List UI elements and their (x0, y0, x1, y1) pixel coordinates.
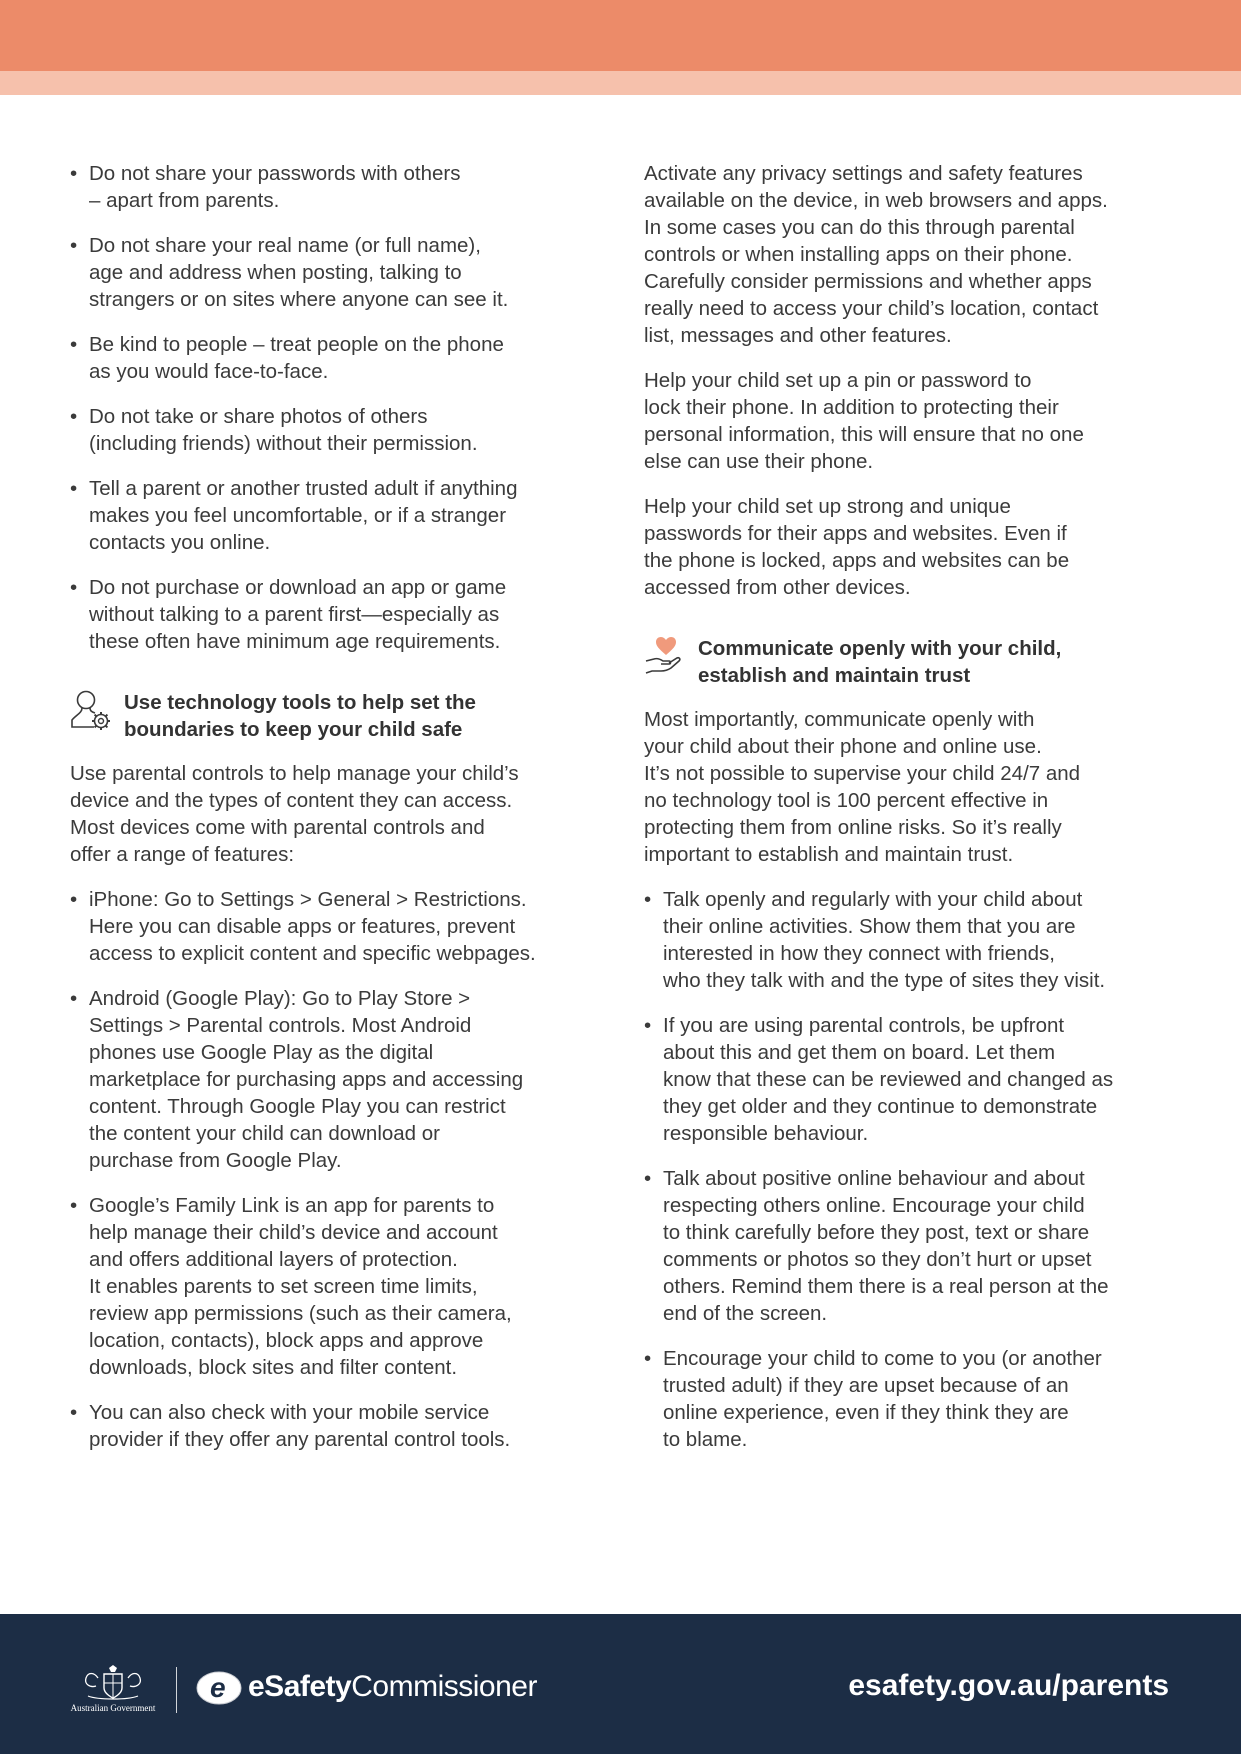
right-column (644, 160, 1174, 1471)
header-band (0, 0, 1241, 71)
header-sub-band (0, 71, 1241, 95)
svg-text:e: e (210, 1672, 226, 1703)
lock-phone-paragraph: Help your child set up a pin or password to lock their phone. In addition to protecting their personal information, this will ensure that no one else can use their phone. (644, 369, 1084, 473)
person-gear-icon (70, 689, 112, 733)
parental-controls-list (70, 886, 610, 1453)
tips-list (70, 160, 610, 655)
list-item: • Encourage your child to come to you (or another trusted adult) if they are upset because of an online experience, even if they think they are to blame. (644, 1347, 1102, 1451)
passwords-paragraph: Help your child set up strong and unique passwords for their apps and websites. Even if the phone is locked, apps and websites can be accessed from other devices. (644, 495, 1070, 599)
bullet-icon: • (644, 888, 652, 911)
list-item: • Do not take or share photos of others (including friends) without their permission. (70, 405, 478, 455)
bullet-icon: • (70, 1194, 78, 1217)
section-heading: Use technology tools to help set the boundaries to keep your child safe (124, 691, 476, 741)
list-item: • Talk openly and regularly with your child about their online activities. Show them that you are interested in how they connect with friends, who they talk with and the type of sites they visit. (644, 888, 1106, 992)
bullet-icon: • (70, 1401, 78, 1424)
left-column (70, 160, 610, 1471)
bullet-icon: • (70, 333, 78, 356)
trust-list (644, 886, 1174, 1453)
list-item: • Do not purchase or download an app or game without talking to a parent first—especially as these often have minimum age requirements. (70, 576, 507, 653)
bullet-icon: • (644, 1167, 652, 1190)
bullet-icon: • (644, 1347, 652, 1370)
section-heading-communicate (644, 635, 1174, 689)
list-item: • You can also check with your mobile service provider if they offer any parental control tools. (70, 1401, 511, 1451)
list-item: • iPhone: Go to Settings > General > Restrictions. Here you can disable apps or features, prevent access to explicit content and specific webpages. (70, 888, 536, 965)
list-item: • Talk about positive online behaviour and about respecting others online. Encourage your child to think carefully before they post, text or share comments or photos so they don’t hurt or upset others. Remind them there is a real person at the end of the screen. (644, 1167, 1109, 1325)
section-heading: Communicate openly with your child, establish and maintain trust (698, 637, 1062, 687)
esafety-e-logo-icon (196, 1670, 242, 1706)
section-heading-tech-tools (70, 689, 610, 743)
bullet-icon: • (70, 477, 78, 500)
bullet-icon: • (70, 405, 78, 428)
heart-hand-icon (644, 635, 684, 677)
footer-url-link[interactable]: esafety.gov.au/parents (848, 1669, 1169, 1702)
list-item: • Be kind to people – treat people on the phone as you would face-to-face. (70, 333, 504, 383)
bullet-icon: • (70, 576, 78, 599)
list-item: • Do not share your real name (or full name), age and address when posting, talking to strangers or on sites where anyone can see it. (70, 234, 509, 311)
section-intro: Most importantly, communicate openly with your child about their phone and online use. It’s not possible to supervise your child 24/7 and no technology tool is 100 percent effective in protecting them from online risks. So it’s really important to establish and maintain trust. (644, 708, 1081, 866)
bullet-icon: • (70, 987, 78, 1010)
footer-divider (176, 1667, 177, 1713)
bullet-icon: • (70, 162, 78, 185)
bullet-icon: • (644, 1014, 652, 1037)
list-item: • If you are using parental controls, be upfront about this and get them on board. Let them know that these can be reviewed and changed as they get older and they continue to demonstrate responsible behaviour. (644, 1014, 1114, 1145)
gov-logo-text: Australian Government (70, 1703, 156, 1713)
list-item: • Do not share your passwords with others – apart from parents. (70, 162, 461, 212)
section-intro: Use parental controls to help manage your child’s device and the types of content they can access. Most devices come with parental controls and offer a range of features: (70, 762, 519, 866)
list-item: • Google’s Family Link is an app for parents to help manage their child’s device and account and offers additional layers of protection. It enables parents to set screen time limits, review app permissions (such as their camera, location, contacts), block apps and approve downloads, block sites and filter content. (70, 1194, 512, 1379)
bullet-icon: • (70, 234, 78, 257)
list-item: • Tell a parent or another trusted adult if anything makes you feel uncomfortable, or if a stranger contacts you online. (70, 477, 518, 554)
list-item: • Android (Google Play): Go to Play Store > Settings > Parental controls. Most Android phones use Google Play as the digital marketplace for purchasing apps and accessing content. Through Google Play you can restrict the content your child can download or purchase from Google Play. (70, 987, 524, 1172)
privacy-settings-paragraph: Activate any privacy settings and safety features available on the device, in web browsers and apps. In some cases you can do this through parental controls or when installing apps on their phone. Carefully consider permissions and whether apps really need to access your child’s location, contact list, messages and other features. (644, 162, 1108, 347)
bullet-icon: • (70, 888, 78, 911)
esafety-commissioner-wordmark: eSafetyCommissioner (248, 1670, 537, 1703)
